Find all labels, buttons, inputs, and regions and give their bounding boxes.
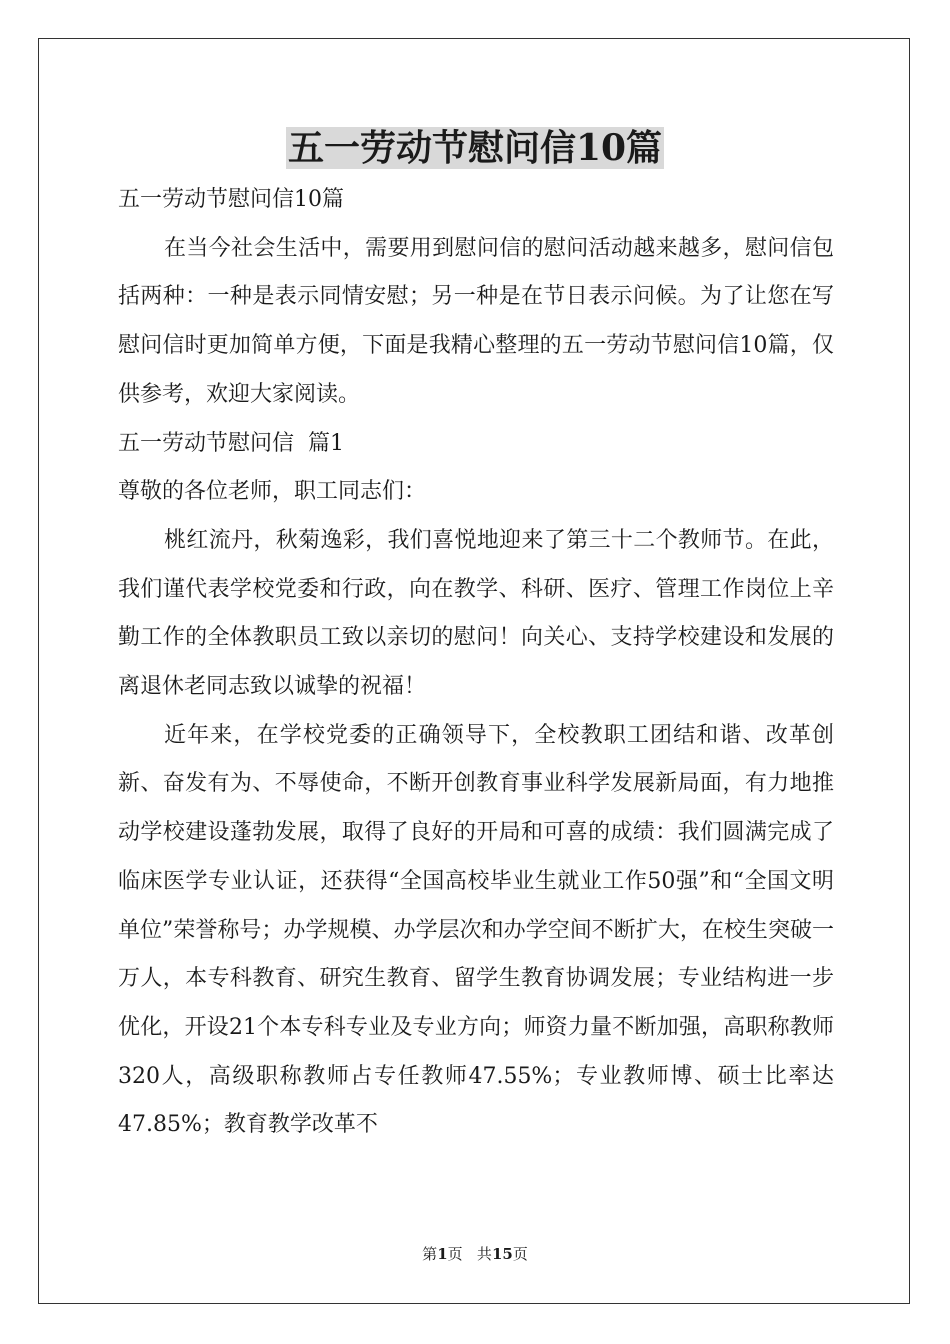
document-title	[0, 124, 950, 172]
page-footer	[0, 1244, 950, 1264]
page-total-number: 15	[491, 1245, 513, 1263]
page-mid-text: 页 共	[447, 1245, 492, 1263]
document-title-text: 五一劳动节慰问信10篇	[287, 127, 663, 169]
page-current-number: 1	[437, 1245, 448, 1263]
intro-paragraph: 在当今社会生活中，需要用到慰问信的慰问活动越来越多，慰问信包括两种：一种是表示同情安慰；另一种是在节日表示问候。为了让您在写慰问信时更加简单方便，下面是我精心整理的五一劳动节慰问信10篇，仅供参考，欢迎大家阅读。	[118, 235, 834, 407]
document-body	[118, 176, 834, 1150]
body-paragraph-2: 近年来，在学校党委的正确领导下，全校教职工团结和谐、改革创新、奋发有为、不辱使命，不断开创教育事业科学发展新局面，有力地推动学校建设蓬勃发展，取得了良好的开局和可喜的成绩：我们圆满完成了临床医学专业认证，还获得“全国高校毕业生就业工作50强”和“全国文明单位”荣誉称号；办学规模、办学层次和办学空间不断扩大，在校生突破一万人，本专科教育、研究生教育、留学生教育协调发展；专业结构进一步优化，开设21个本专科专业及专业方向；师资力量不断加强，高职称教师320人，高级职称教师占专任教师47.55%；专业教师博、硕士比率达47.85%；教育教学改革不	[118, 722, 834, 1138]
page-prefix: 第	[422, 1245, 438, 1263]
section-heading: 五一劳动节慰问信 篇1	[118, 430, 344, 456]
body-paragraph-1: 桃红流丹，秋菊逸彩，我们喜悦地迎来了第三十二个教师节。在此，我们谨代表学校党委和行政，向在教学、科研、医疗、管理工作岗位上辛勤工作的全体教职员工致以亲切的慰问！向关心、支持学校建设和发展的离退休老同志致以诚挚的祝福！	[118, 527, 834, 700]
document-subtitle: 五一劳动节慰问信10篇	[118, 187, 344, 212]
letter-salutation: 尊敬的各位老师，职工同志们：	[118, 479, 427, 505]
page-suffix: 页	[512, 1245, 528, 1263]
